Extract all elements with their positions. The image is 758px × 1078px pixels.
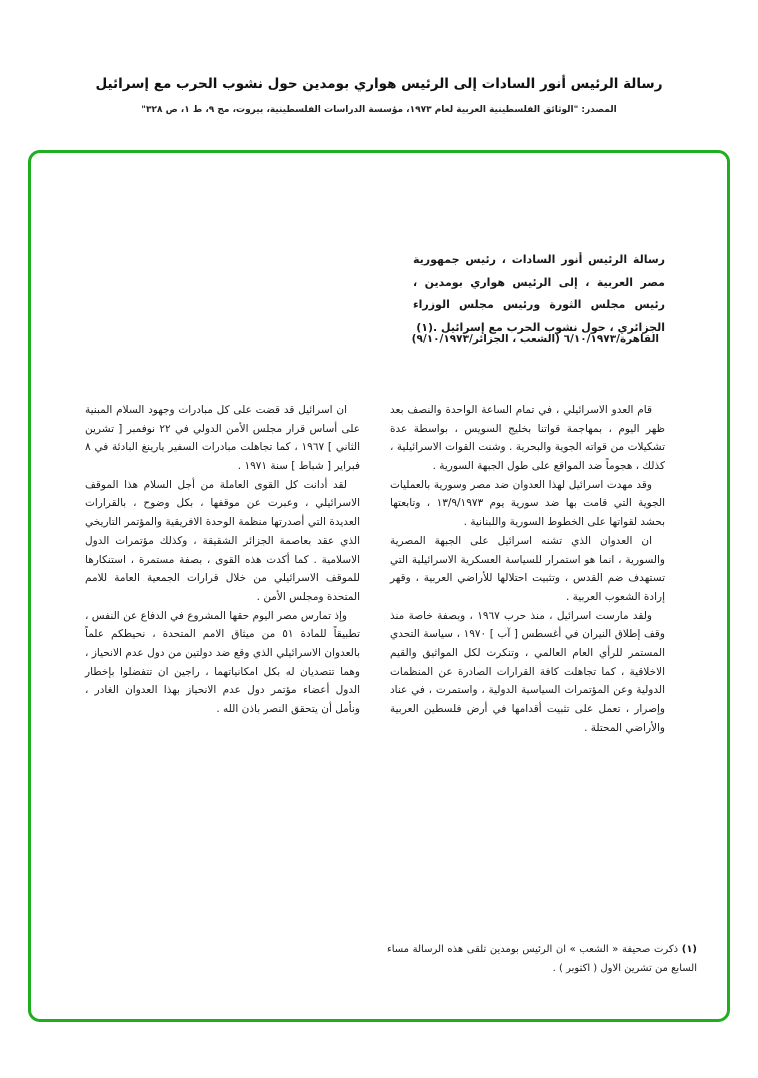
letter-dateline: القاهرة/٦/١٠/١٩٧٣ (الشعب ، الجزائر/٩/١٠/١٩٧٣)	[411, 333, 659, 345]
paragraph: ان العدوان الذي تشنه اسرائيل على الجبهة المصرية والسورية ، انما هو استمرار للسياسة العسكرية الاسرائيلية التي تستهدف ضم القدس ، وتثبيت احتلالها للأراضي العربية ، وقهر إرادة الشعوب العربية .	[390, 534, 665, 603]
paragraph: وإذ تمارس مصر اليوم حقها المشروع في الدفاع عن النفس ، تطبيقاً للمادة ٥١ من ميثاق الامم المتحدة ، نحيطكم علماً بالعدوان الاسرائيلي الذي وقع ضد دولتين من دول عدم الانحياز ، وهما تتصديان له بكل امكانياتهما ، راجين ان تتفضلوا بإخطار الدول أعضاء مؤتمر دول عدم الانحياز بهذا العدوان الغادر ، ونأمل أن يتحقق النصر باذن الله .	[85, 609, 360, 715]
paragraph: وقد مهدت اسرائيل لهذا العدوان ضد مصر وسورية بالعمليات الجوية التي قامت بها ضد سورية يوم ١٣/٩/١٩٧٣ ، وتابعتها بحشد لقواتها على الخطوط السورية واللبنانية .	[390, 478, 665, 529]
paragraph: لقد أدانت كل القوى العاملة من أجل السلام هذا الموقف الاسرائيلي ، وعبرت عن موقفها ، بكل وضوح ، بالقرارات العديدة التي أصدرتها منظمة الوحدة الافريقية والمؤتمر التاريخي الذي عقد بعاصمة الجزائر الشقيقة ، وكذلك مؤتمرات الدول الاسلامية . كما أكدت هذه القوى ، بصفة مستمرة ، استنكارها للموقف الاسرائيلي من خلال قرارات الجمعية العامة للامم المتحدة ومجلس الأمن .	[85, 478, 360, 603]
footnote-text: ذكرت صحيفة « الشعب » ان الرئيس بومدين تلقى هذه الرسالة مساء السابع من تشرين الاول ( اكتوبر ) .	[387, 944, 697, 974]
footnote	[387, 941, 697, 978]
body-columns	[85, 401, 665, 737]
page-title: رسالة الرئيس أنور السادات إلى الرئيس هواري بومدين حول نشوب الحرب مع إسرائيل	[95, 76, 663, 92]
source-line: المصدر: "الوثائق الفلسطينية العربية لعام ١٩٧٣، مؤسسة الدراسات الفلسطينية، بيروت، مج ٩، ط ١، ص ٣٢٨"	[141, 105, 617, 115]
letter-heading: رسالة الرئيس أنور السادات ، رئيس جمهورية مصر العربية ، إلى الرئيس هواري بومدين ، رئيس مجلس الثورة ورئيس مجلس الوزراء الجزائري ، حول نشوب الحرب مع إسرائيل .(١)	[413, 253, 665, 334]
column-left	[85, 401, 360, 737]
document-box	[28, 150, 730, 1022]
paragraph: ولقد مارست اسرائيل ، منذ حرب ١٩٦٧ ، وبصفة خاصة منذ وقف إطلاق النيران في أغسطس [ آب ] ١٩٧٠ ، سياسة التحدي المستمر للرأي العام العالمي ، وتنكرت لكل المواثيق والقيم الاخلاقية ، كما تجاهلت كافة القرارات الصادرة عن المنظمات الدولية وعن المؤتمرات السياسية الدولية ، واستمرت ، في عناد وإصرار ، تعمل على تثبيت أقدامها في أرض فلسطين العربية والأراضي المحتلة .	[390, 609, 665, 734]
paragraph: ان اسرائيل قد قضت على كل مبادرات وجهود السلام المبنية على أساس قرار مجلس الأمن الدولي في ٢٢ نوفمبر [ تشرين الثاني ] ١٩٦٧ ، كما تجاهلت مبادرات السفير يارينغ البادئة في ٨ فبراير [ شباط ] سنة ١٩٧١ .	[85, 404, 360, 473]
column-right	[390, 401, 665, 737]
footnote-marker: (١)	[681, 944, 697, 955]
paragraph: قام العدو الاسرائيلي ، في تمام الساعة الواحدة والنصف بعد ظهر اليوم ، بمهاجمة قواتنا بخليج السويس ، بواسطة عدة تشكيلات من قواته الجوية والبحرية . وشنت القوات الاسرائيلية ، كذلك ، هجوماً ضد المواقع على طول الجبهة السورية .	[390, 404, 665, 473]
